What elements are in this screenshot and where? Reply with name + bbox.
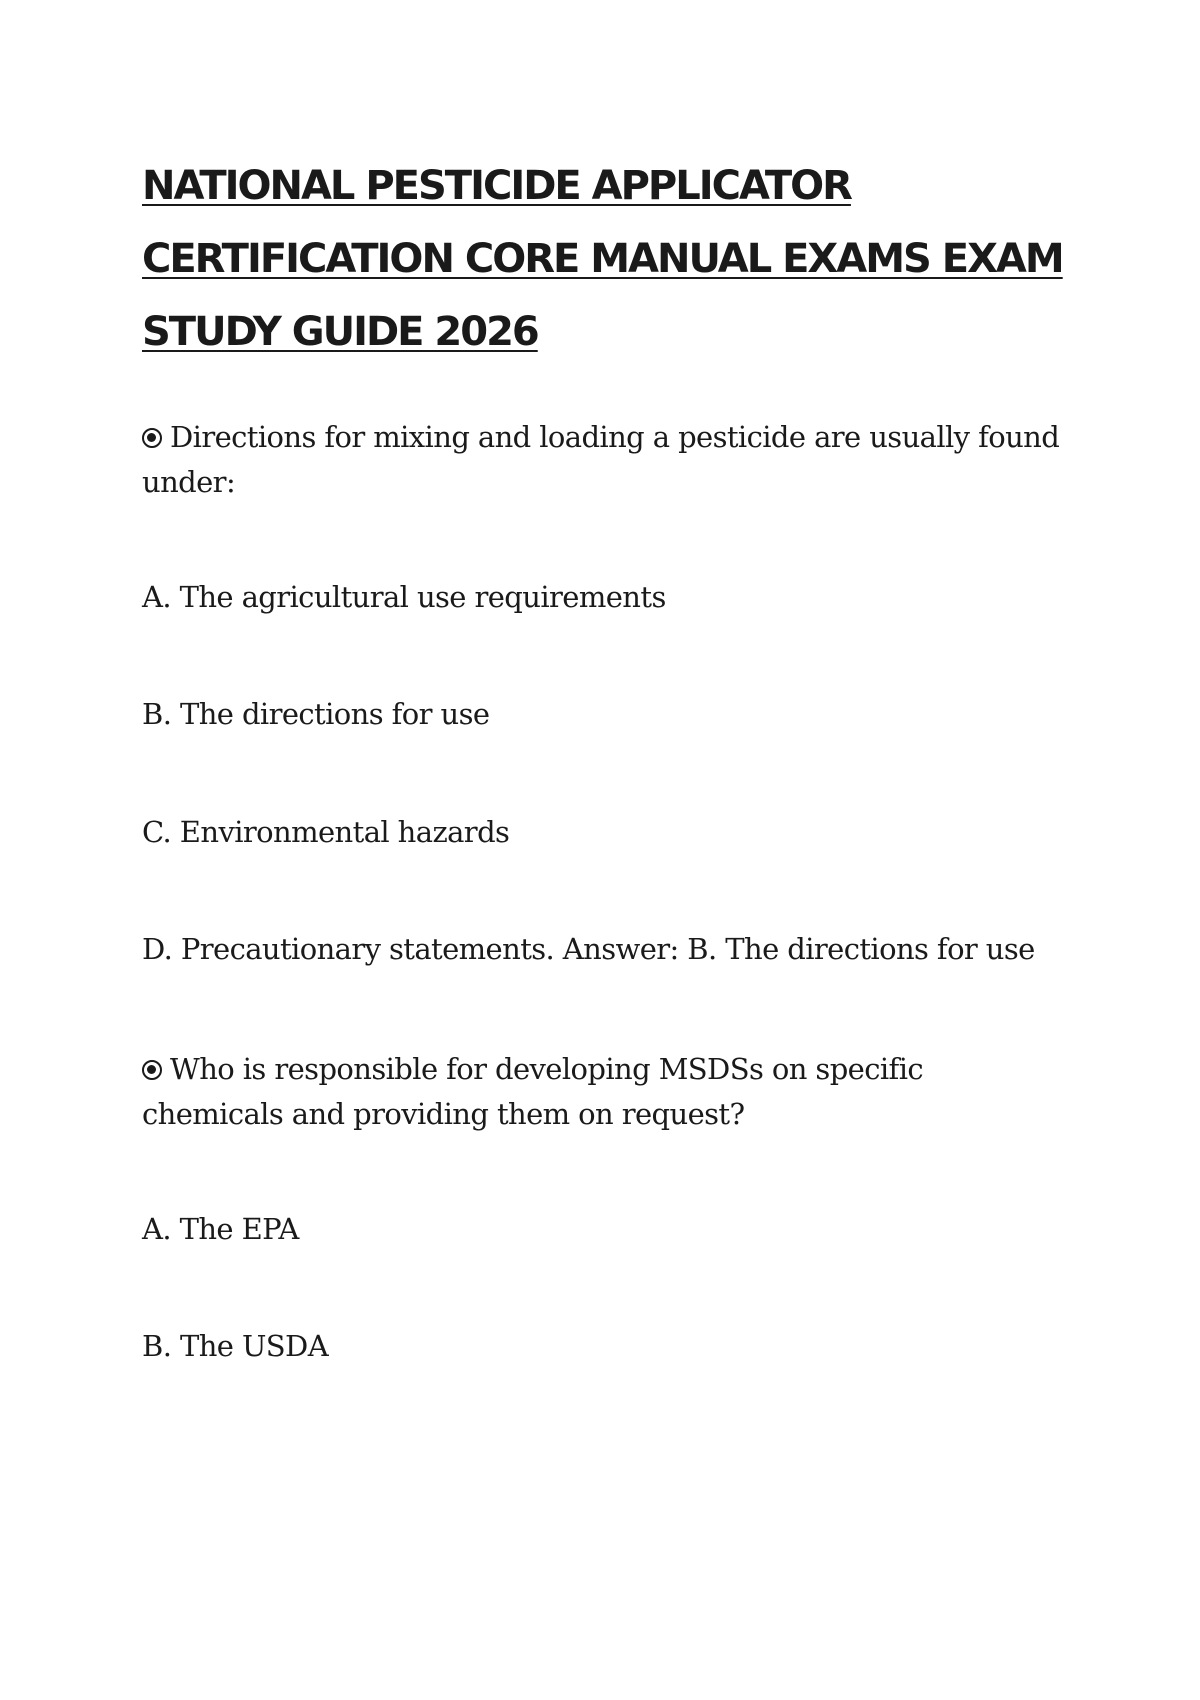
question-1-text: Directions for mixing and loading a pesticide are usually found under: xyxy=(142,420,1060,499)
question-2-option-b: B. The USDA xyxy=(142,1329,329,1363)
question-2-option-a: A. The EPA xyxy=(142,1212,299,1246)
question-1-option-a: A. The agricultural use requirements xyxy=(142,580,666,614)
question-2-text: Who is responsible for developing MSDSs on specific chemicals and providing them on request? xyxy=(142,1052,924,1131)
radio-bullet-icon xyxy=(142,428,162,448)
document-title xyxy=(142,150,1082,369)
radio-bullet-icon xyxy=(142,1060,162,1080)
question-1-option-c: C. Environmental hazards xyxy=(142,815,510,849)
question-1-option-b: B. The directions for use xyxy=(142,697,490,731)
question-1-option-d: D. Precautionary statements. Answer: B. The directions for use xyxy=(142,932,1035,966)
document-title-text: NATIONAL PESTICIDE APPLICATOR CERTIFICATION CORE MANUAL EXAMS EXAM STUDY GUIDE 2026 xyxy=(142,163,1063,355)
question-1 xyxy=(142,415,1062,505)
question-2 xyxy=(142,1047,1062,1137)
